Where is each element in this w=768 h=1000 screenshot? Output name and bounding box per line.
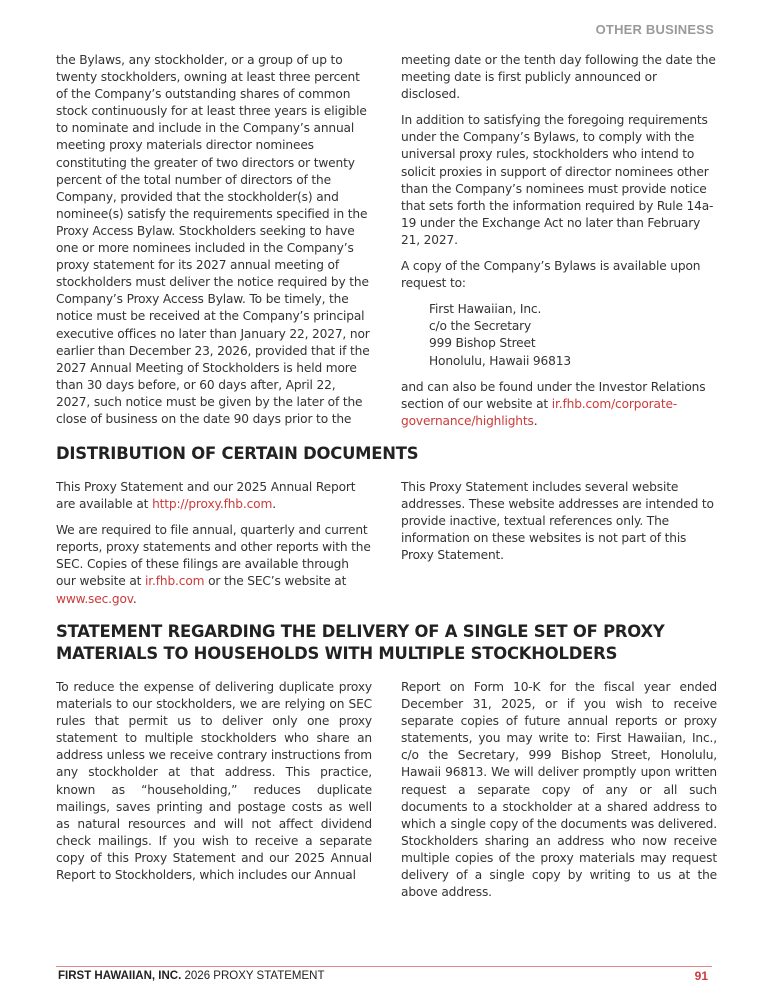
mailing-address xyxy=(429,301,717,369)
proxy-access-paragraph: the Bylaws, any stockholder, or a group of up to twenty stockholders, owning at least three percent of the Company’s outstanding shares of common stock continuously for at least three years is eligible to nominate and include in the Company’s annual meeting proxy materials director nominees constituting the greater of two directors or twenty percent of the total number of directors of the Company, provided that the stockholder(s) and nominee(s) satisfy the requirements specified in the Proxy Access Bylaw. Stockholders seeking to have one or more nominees included in the Company’s proxy statement for its 2027 annual meeting of stockholders must deliver the notice required by the Company’s Proxy Access Bylaw. To be timely, the notice must be received at the Company’s principal executive offices no later than January 22, 2027, nor earlier than December 23, 2026, provided that if the 2027 Annual Meeting of Stockholders is held more than 30 days before, or 60 days after, April 22, 2027, such notice must be given by the later of the close of business on the date 90 days prior to the xyxy=(56,53,370,426)
investor-relations-paragraph: and can also be found under the Investor Relations section of our website at ir.fhb.com/corporate-governance/highlights. xyxy=(401,379,706,428)
householding-paragraph: To reduce the expense of delivering duplicate proxy materials to our stockholders, we are relying on SEC rules that permit us to deliver only one proxy statement to multiple stockholders who share an address unless we receive contrary instructions from any stockholder at that address. This practice, known as “householding,” reduces duplicate mailings, saves printing and postage costs as well as natural resources and will not affect dividend check mailings. If you wish to receive a separate copy of this Proxy Statement and our 2025 Annual Report to Stockholders, which includes our Annual xyxy=(56,680,372,883)
proxy-site-link[interactable]: http://proxy.fhb.com xyxy=(152,497,273,512)
address-line: 999 Bishop Street xyxy=(429,336,536,351)
sec-site-link[interactable]: www.sec.gov xyxy=(56,591,133,606)
ir-site-link[interactable]: ir.fhb.com xyxy=(145,574,205,589)
meeting-date-paragraph: meeting date or the tenth day following the date the meeting date is first publicly announced or disclosed. xyxy=(401,53,716,102)
distribution-left-column xyxy=(56,479,372,617)
bylaws-copy-paragraph: A copy of the Company’s Bylaws is available upon request to: xyxy=(401,259,701,291)
distribution-heading: DISTRIBUTION OF CERTAIN DOCUMENTS xyxy=(56,444,419,463)
distribution-right-column xyxy=(401,479,717,573)
universal-proxy-paragraph: In addition to satisfying the foregoing requirements under the Company’s Bylaws, to comply with the universal proxy rules, stockholders who intend to solicit proxies in support of director nominees other than the Company’s nominees must provide notice that sets forth the information required by Rule 14a-19 under the Exchange Act no later than February 21, 2027. xyxy=(401,113,714,247)
householding-left-column xyxy=(56,679,372,893)
page-number: 91 xyxy=(694,969,708,983)
governance-link[interactable]: ir.fhb.com/corporate-governance/highlights xyxy=(401,396,678,428)
householding-right-column xyxy=(401,679,717,910)
footer-document-title xyxy=(58,970,324,982)
address-line: Honolulu, Hawaii 96813 xyxy=(429,353,571,368)
website-disclaimer-paragraph: This Proxy Statement includes several website addresses. These website addresses are intended to provide inactive, textual references only. The information on these websites is not part of this Proxy Statement. xyxy=(401,480,714,563)
top-right-column xyxy=(401,52,717,439)
footer-doc: 2026 PROXY STATEMENT xyxy=(184,970,325,982)
householding-request-paragraph: Report on Form 10-K for the fiscal year ended December 31, 2025, or if you wish to receive separate copies of future annual reports or proxy statements, you may write to: First Hawaiian, Inc., c/o the Secretary, 999 Bishop Street, Honolulu, Hawaii 96813. We will deliver promptly upon written request a separate copy of any or all such documents to a stockholder at a shared address to which a single copy of the documents was delivered. Stockholders sharing an address who now receive multiple copies of the proxy materials may request delivery of a single copy by writing to us at the above address. xyxy=(401,680,717,900)
footer-company: FIRST HAWAIIAN, INC. xyxy=(58,970,182,982)
householding-heading: STATEMENT REGARDING THE DELIVERY OF A SINGLE SET OF PROXY MATERIALS TO HOUSEHOLDS WITH MULTIPLE STOCKHOLDERS xyxy=(56,622,665,663)
footer-divider xyxy=(56,966,712,967)
address-line: c/o the Secretary xyxy=(429,319,532,334)
top-left-column xyxy=(56,52,372,437)
section-label: OTHER BUSINESS xyxy=(595,22,714,37)
sec-filings-paragraph: We are required to file annual, quarterly and current reports, proxy statements and other reports with the SEC. Copies of these filings are available through our website at ir.fhb.com or the SEC’s website at www.sec.gov. xyxy=(56,523,371,606)
address-line: First Hawaiian, Inc. xyxy=(429,302,542,317)
availability-paragraph: This Proxy Statement and our 2025 Annual Report are available at http://proxy.fhb.com. xyxy=(56,480,356,512)
